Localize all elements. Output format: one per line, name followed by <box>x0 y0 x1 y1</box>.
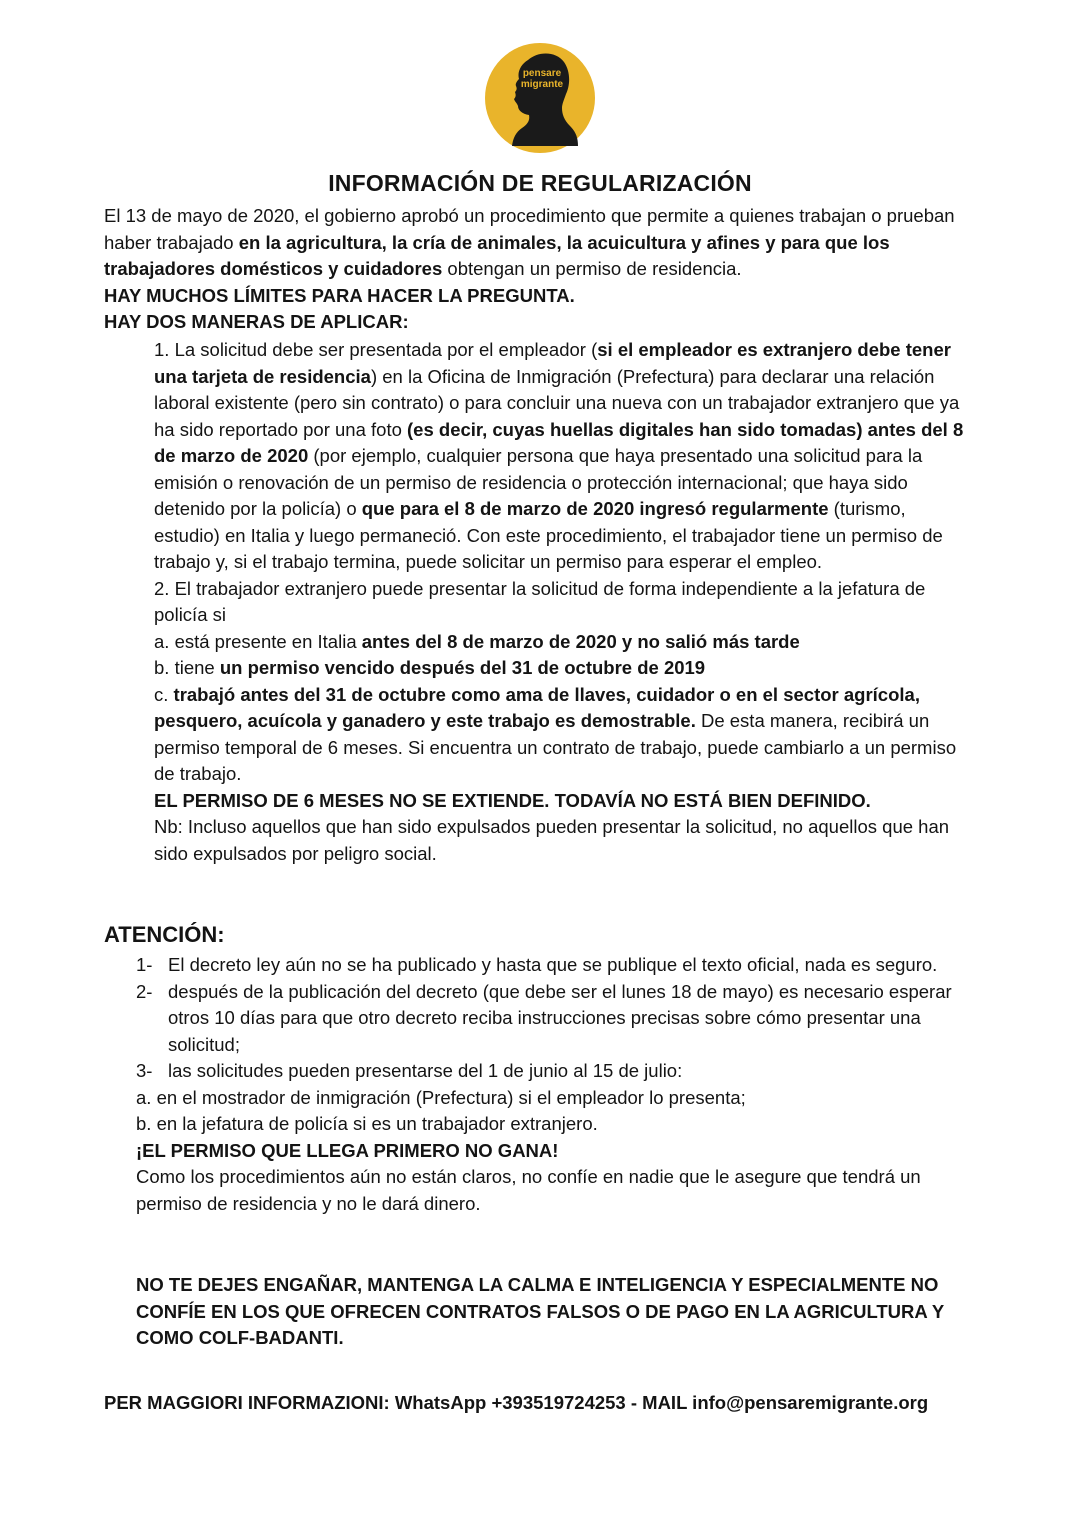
logo-text-line1: pensare <box>522 68 562 79</box>
ways-heading: HAY DOS MANERAS DE APLICAR: <box>104 311 409 332</box>
intro-bold: en la agricultura, la cría de animales, la acuicultura y afines y para que los trabajadores domésticos y cuidadores <box>104 231 890 279</box>
intro-text-2: obtengan un permiso de residencia. <box>442 258 742 279</box>
page-title: INFORMACIÓN DE REGULARIZACIÓN <box>328 170 752 196</box>
attention-sub-b: b. en la jefatura de policía si es un trabajador extranjero. <box>136 1113 598 1134</box>
way-2-intro: 2. El trabajador extranjero puede presentar la solicitud de forma independiente a la jefatura de policía si <box>154 577 926 625</box>
final-warning: NO TE DEJES ENGAÑAR, MANTENGA LA CALMA E INTELIGENCIA Y ESPECIALMENTE NO CONFÍE EN LOS QUE OFRECEN CONTRATOS FALSOS O DE PAGO EN LA AGRICULTURA Y COMO COLF-BADANTI. <box>136 1274 944 1348</box>
way-2-item-a: a. está presente en Italia antes del 8 de marzo de 2020 y no salió más tarde <box>154 630 800 652</box>
logo-graphic <box>484 42 596 154</box>
attention-item <box>136 952 966 979</box>
way-2-item-b: b. tiene un permiso vencido después del 31 de octubre de 2019 <box>154 657 706 678</box>
intro-section <box>104 203 984 336</box>
attention-item-text: El decreto ley aún no se ha publicado y hasta que se publique el texto oficial, nada es seguro. <box>168 954 938 975</box>
pensare-migrante-logo <box>484 42 596 154</box>
attention-item-number: 1- <box>136 954 153 975</box>
attention-item <box>136 1058 966 1085</box>
attention-item-number: 2- <box>136 980 153 1002</box>
six-month-notice: EL PERMISO DE 6 MESES NO SE EXTIENDE. TODAVÍA NO ESTÁ BIEN DEFINIDO. <box>154 789 871 811</box>
nb-note: Nb: Incluso aquellos que han sido expulsados pueden presentar la solicitud, no aquellos que han sido expulsados por peligro social. <box>154 816 950 864</box>
intro-text-1: El 13 de mayo de 2020, el gobierno aprobó un procedimiento que permite a quienes trabajan o prueban haber trabajado <box>104 205 955 253</box>
attention-sub-a: a. en el mostrador de inmigración (Prefectura) si el empleador lo presenta; <box>136 1086 746 1108</box>
attention-heading: ATENCIÓN: <box>104 922 225 947</box>
attention-item-text: las solicitudes pueden presentarse del 1 de junio al 15 de julio: <box>168 1060 683 1081</box>
attention-item-number: 3- <box>136 1060 153 1081</box>
intro-paragraph <box>104 203 984 283</box>
attention-item-text: después de la publicación del decreto (que debe ser el lunes 18 de mayo) es necesario esperar otros 10 días para que otro decreto reciba instrucciones precisas sobre cómo presentar una solicitud; <box>168 980 952 1055</box>
warning-paragraph: Como los procedimientos aún no están claros, no confíe en nadie que le asegure que tendrá un permiso de residencia y no le dará dinero. <box>136 1166 921 1214</box>
way-1-paragraph: 1. La solicitud debe ser presentada por el empleador (si el empleador es extranjero debe tener una tarjeta de residencia) en la Oficina de Inmigración (Prefectura) para declarar una relación laboral existente (pero sin contrato) o para concluir una nueva con un trabajador extranjero que ya ha sido reportado por una foto (es decir, cuyas huellas digitales han sido tomadas) antes del 8 de marzo de 2020 (por ejemplo, cualquier persona que haya presentado una solicitud para la emisión o renovación de un permiso de residencia o protección internacional; que haya sido detenido por la policía) o que para el 8 de marzo de 2020 ingresó regularmente (turismo, estudio) en Italia y luego permaneció. Con este procedimiento, el trabajador tiene un permiso de trabajo y, si el trabajo termina, puede solicitar un permiso para esperar el empleo. <box>154 339 964 572</box>
attention-item <box>136 979 966 1059</box>
ways-list <box>154 337 974 867</box>
way-2-item-c: c. trabajó antes del 31 de octubre como ama de llaves, cuidador o en el sector agrícola, pesquero, acuícola y ganadero y este trabajo es demostrable. De esta manera, recibirá un permiso temporal de 6 meses. Si encuentra un contrato de trabajo, puede cambiarlo a un permiso de trabajo. <box>154 683 957 784</box>
logo-text-line2: migrante <box>520 79 564 90</box>
first-permit-notice: ¡EL PERMISO QUE LLEGA PRIMERO NO GANA! <box>136 1139 559 1161</box>
attention-list <box>136 952 966 1217</box>
footer-contact: PER MAGGIORI INFORMAZIONI: WhatsApp +393519724253 - MAIL info@pensaremigrante.org <box>104 1392 929 1413</box>
limits-heading: HAY MUCHOS LÍMITES PARA HACER LA PREGUNTA. <box>104 284 575 306</box>
